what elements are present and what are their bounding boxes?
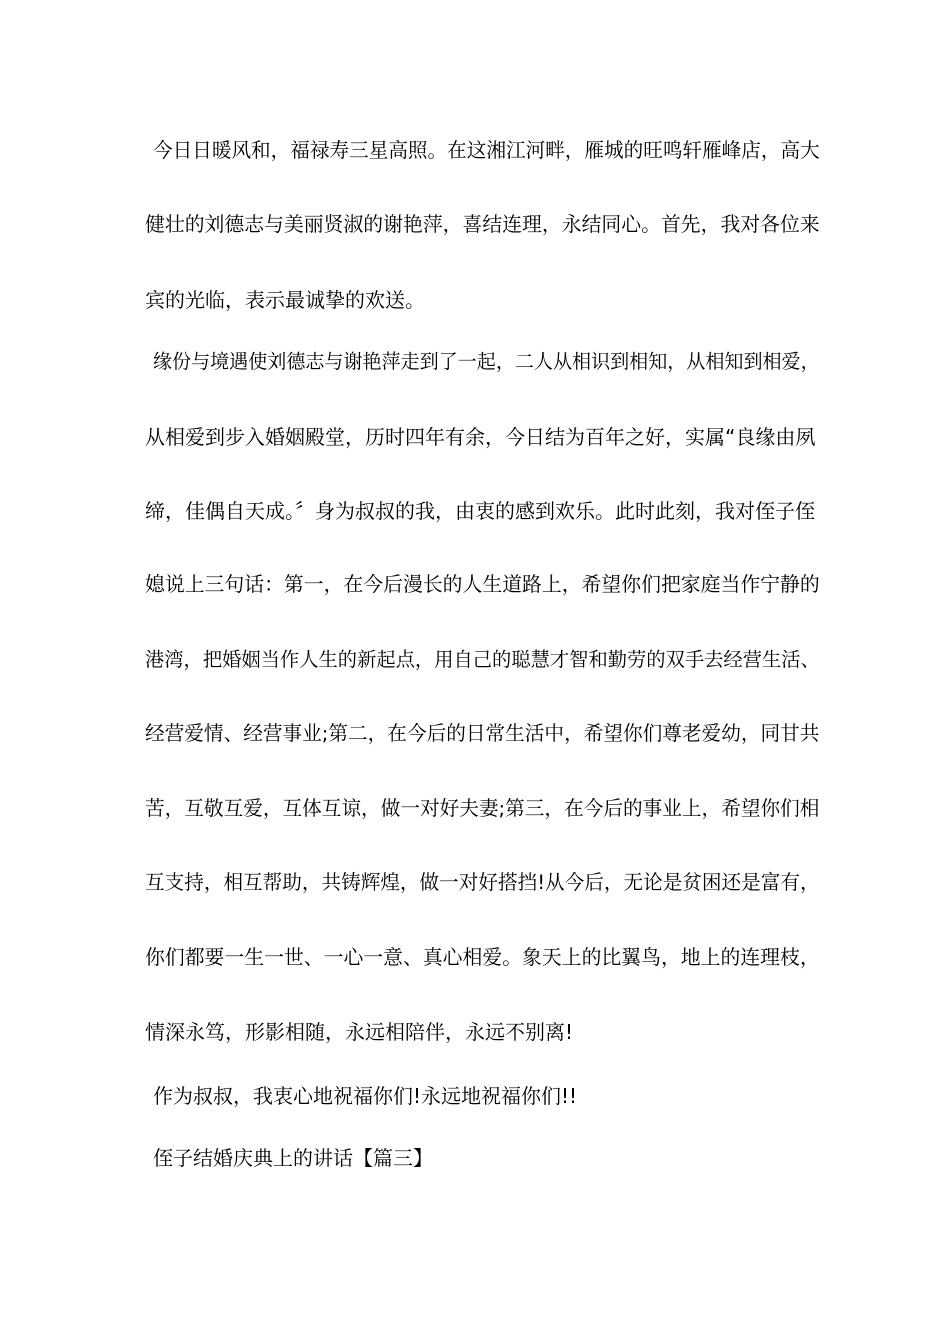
section-heading: 侄子结婚庆典上的讲话【篇三】: [153, 1146, 433, 1170]
paragraph-2-line-9: 你们都要一生一世、一心一意、真心相爱。象天上的比翼鸟，地上的连理枝，: [145, 946, 820, 969]
paragraph-2-line-10: 情深永笃，形影相随，永远相陪伴，永远不别离!: [145, 1020, 574, 1044]
paragraph-2-line-6: 经营爱情、经营事业;第二，在今后的日常生活中，希望你们尊老爱幼，同甘共: [145, 722, 820, 745]
paragraph-2-line-4: 媳说上三句话：第一，在今后漫长的人生道路上，希望你们把家庭当作宁静的: [145, 573, 820, 596]
paragraph-2-line-7: 苦，互敬互爱，互体互谅，做一对好夫妻;第三，在今后的事业上，希望你们相: [145, 797, 820, 820]
paragraph-1-line-1: 今日日暖风和，福禄寿三星高照。在这湘江河畔，雁城的旺鸣轩雁峰店，高大: [153, 139, 820, 162]
paragraph-2-line-5: 港湾，把婚姻当作人生的新起点，用自己的聪慧才智和勤劳的双手去经营生活、: [145, 648, 820, 671]
paragraph-1-line-2: 健壮的刘德志与美丽贤淑的谢艳萍，喜结连理，永结同心。首先，我对各位来: [145, 213, 820, 236]
paragraph-2-line-3: 缔，佳偶自天成。〞身为叔叔的我，由衷的感到欢乐。此时此刻，我对侄子侄: [145, 499, 815, 523]
paragraph-1-line-3: 宾的光临，表示最诚挚的欢送。: [145, 288, 425, 312]
paragraph-3: 作为叔叔，我衷心地祝福你们!永远地祝福你们!!: [153, 1084, 578, 1108]
paragraph-2-line-2: 从相爱到步入婚姻殿堂，历时四年有余，今日结为百年之好，实属“良缘由夙: [145, 425, 816, 449]
paragraph-2-line-1: 缘份与境遇使刘德志与谢艳萍走到了一起，二人从相识到相知，从相知到相爱，: [153, 351, 820, 373]
paragraph-2-line-8: 互支持，相互帮助，共铸辉煌，做一对好搭挡!从今后，无论是贫困还是富有，: [145, 871, 820, 894]
